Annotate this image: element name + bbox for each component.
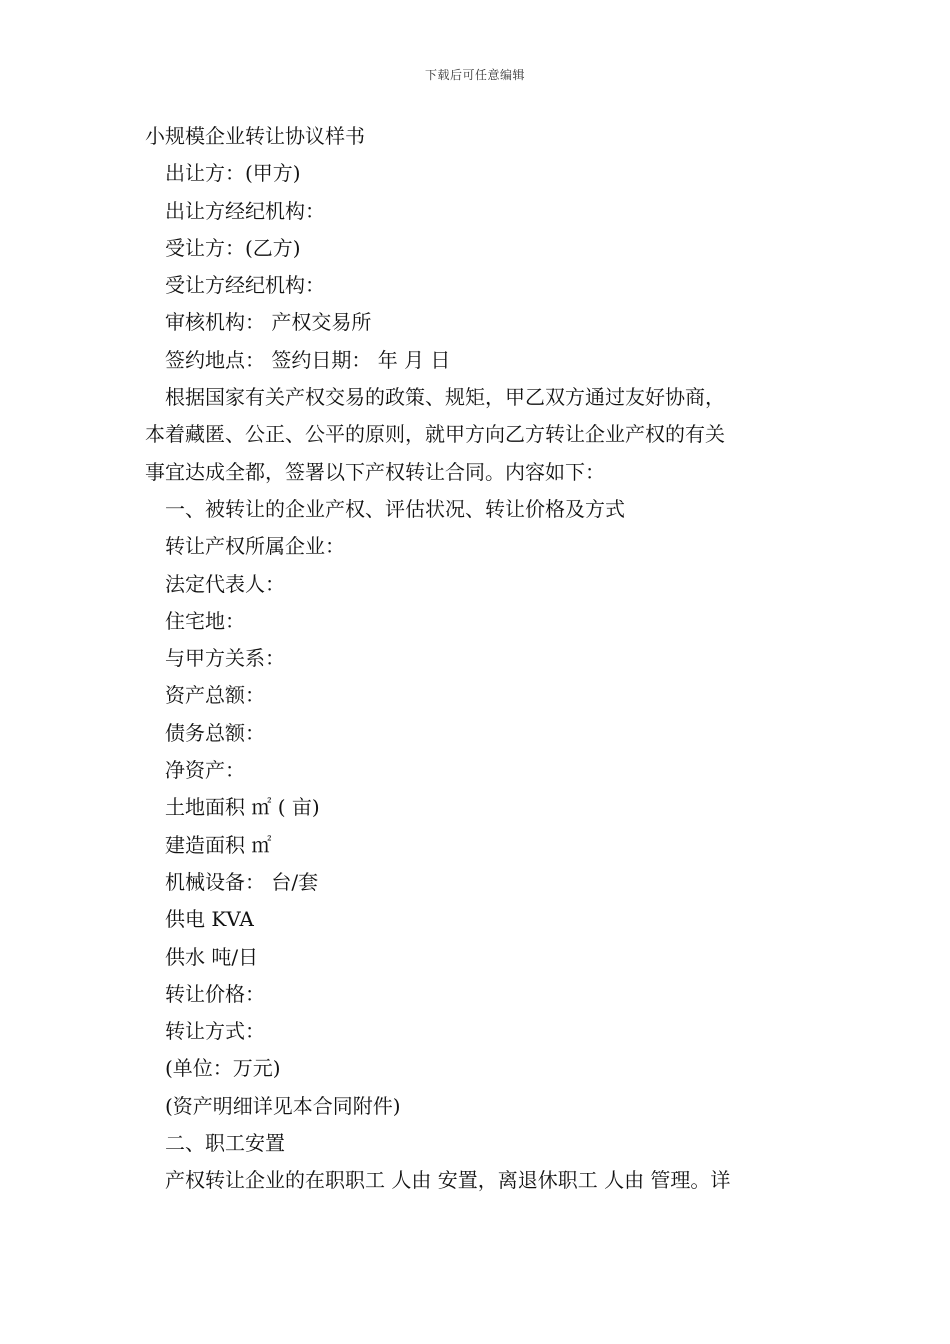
party-line-signing-place-date: 签约地点： 签约日期： 年 月 日 (165, 347, 451, 372)
section-1-item-building-area: 建造面积 ㎡ (165, 832, 272, 857)
section-1-item-total-assets: 资产总额： (165, 683, 265, 708)
intro-paragraph-line-2: 本着藏匿、公正、公平的原则，就甲方向乙方转让企业产权的有关 (145, 422, 725, 447)
section-2-paragraph-line-1: 产权转让企业的在职职工 人由 安置，离退休职工 人由 管理。详 (165, 1168, 731, 1193)
section-1-item-residence: 住宅地： (165, 608, 245, 633)
section-1-item-price: 转让价格： (165, 981, 265, 1006)
intro-paragraph-line-3: 事宜达成全都，签署以下产权转让合同。内容如下： (145, 459, 605, 484)
section-1-item-net-assets: 净资产： (165, 758, 245, 783)
section-1-item-power: 供电 KVA (165, 907, 254, 932)
party-line-transferor: 出让方：(甲方) (165, 161, 301, 186)
section-1-item-unit: (单位：万元) (165, 1056, 281, 1081)
document-body (145, 118, 815, 1200)
party-line-review-agency: 审核机构： 产权交易所 (165, 310, 372, 335)
party-line-transferee: 受让方：(乙方) (165, 235, 301, 260)
section-1-item-machinery: 机械设备： 台/套 (165, 869, 319, 894)
download-note: 下载后可任意编辑 (424, 68, 525, 82)
section-1-item-water: 供水 吨/日 (165, 944, 259, 969)
section-1-item-legal-rep: 法定代表人： (165, 571, 285, 596)
section-2-heading: 二、职工安置 (165, 1131, 285, 1156)
party-line-transferor-agent: 出让方经纪机构： (165, 198, 325, 223)
document-title: 小规模企业转让协议样书 (145, 124, 365, 148)
party-line-transferee-agent: 受让方经纪机构： (165, 273, 325, 298)
section-1-item-enterprise: 转让产权所属企业： (165, 534, 345, 559)
section-1-item-asset-detail: (资产明细详见本合同附件) (165, 1093, 401, 1118)
section-1-item-total-debt: 债务总额： (165, 720, 265, 745)
section-1-item-method: 转让方式： (165, 1019, 265, 1044)
section-1-heading: 一、被转让的企业产权、评估状况、转让价格及方式 (165, 496, 625, 521)
intro-paragraph-line-1: 根据国家有关产权交易的政策、规矩，甲乙双方通过友好协商， (165, 385, 725, 410)
section-1-item-relation: 与甲方关系： (165, 646, 285, 671)
section-1-item-land-area: 土地面积 ㎡ ( 亩) (165, 795, 320, 820)
